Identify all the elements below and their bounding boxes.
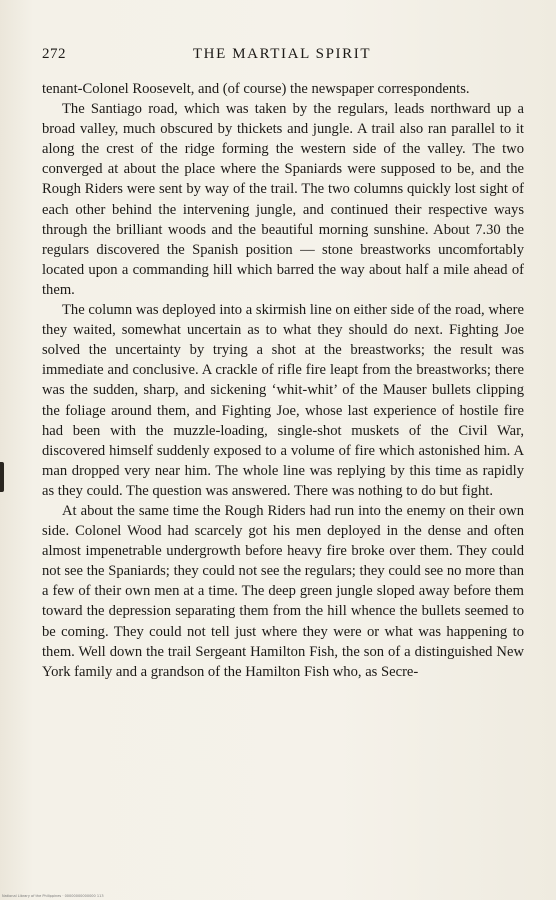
body-text xyxy=(42,79,524,682)
paragraph: The column was deployed into a skirmish line on either side of the road, where they waited, somewhat uncertain as to what they should do next. Fighting Joe solved the uncertainty by trying a shot at the breastworks; the result was immediate and conclusive. A crackle of rifle fire leapt from the breastworks; there was the sudden, sharp, and sickening ‘whit-whit’ of the Mauser bullets clipping the foliage around them, and Fighting Joe, whose last experience of hostile fire had been with the muzzle-loading, single-shot muskets of the Civil War, discovered himself suddenly exposed to a volume of fire which astonished him. A man dropped very near him. The whole line was replying by this time as rapidly as they could. The question was answered. There was nothing to do but fight. xyxy=(42,302,524,499)
scan-footer: National Library of the Philippines · 00000000000000 113 xyxy=(2,894,104,898)
paragraph: At about the same time the Rough Riders had run into the enemy on their own side. Colonel Wood had scarcely got his men deployed in the dense and often almost impenetrable undergrowth before heavy fire broke over them. They could not see the Spaniards; they could not see the regulars; they could see no more than a few of their own men at a time. The deep green jungle sloped away before them toward the depression separating them from the hill whence the bullets seemed to be coming. They could not tell just where they were or what was happening to them. Well down the trail Sergeant Hamilton Fish, the son of a distinguished New York family and a grandson of the Hamilton Fish who, as Secre- xyxy=(42,502,524,680)
scan-edge-mark xyxy=(0,462,4,492)
page-number: 272 xyxy=(42,46,66,62)
running-head xyxy=(42,46,522,66)
running-title: THE MARTIAL SPIRIT xyxy=(192,46,372,62)
paragraph-continuation: tenant-Colonel Roosevelt, and (of course) the newspaper correspondents. xyxy=(42,81,470,97)
paragraph: The Santiago road, which was taken by the regulars, leads northward up a broad valley, much obscured by thickets and jungle. A trail also ran parallel to it along the crest of the ridge forming the western side of the valley. The two converged at about the place where the Spaniards were supposed to be, and the Rough Riders were sent by way of the trail. The two columns quickly lost sight of each other behind the intervening jungle, and continued their respective ways through the brilliant woods and the beautiful morning sunshine. About 7.30 the regulars discovered the Spanish position — stone breastworks uncomfortably located upon a commanding hill which barred the way about half a mile ahead of them. xyxy=(42,101,524,298)
